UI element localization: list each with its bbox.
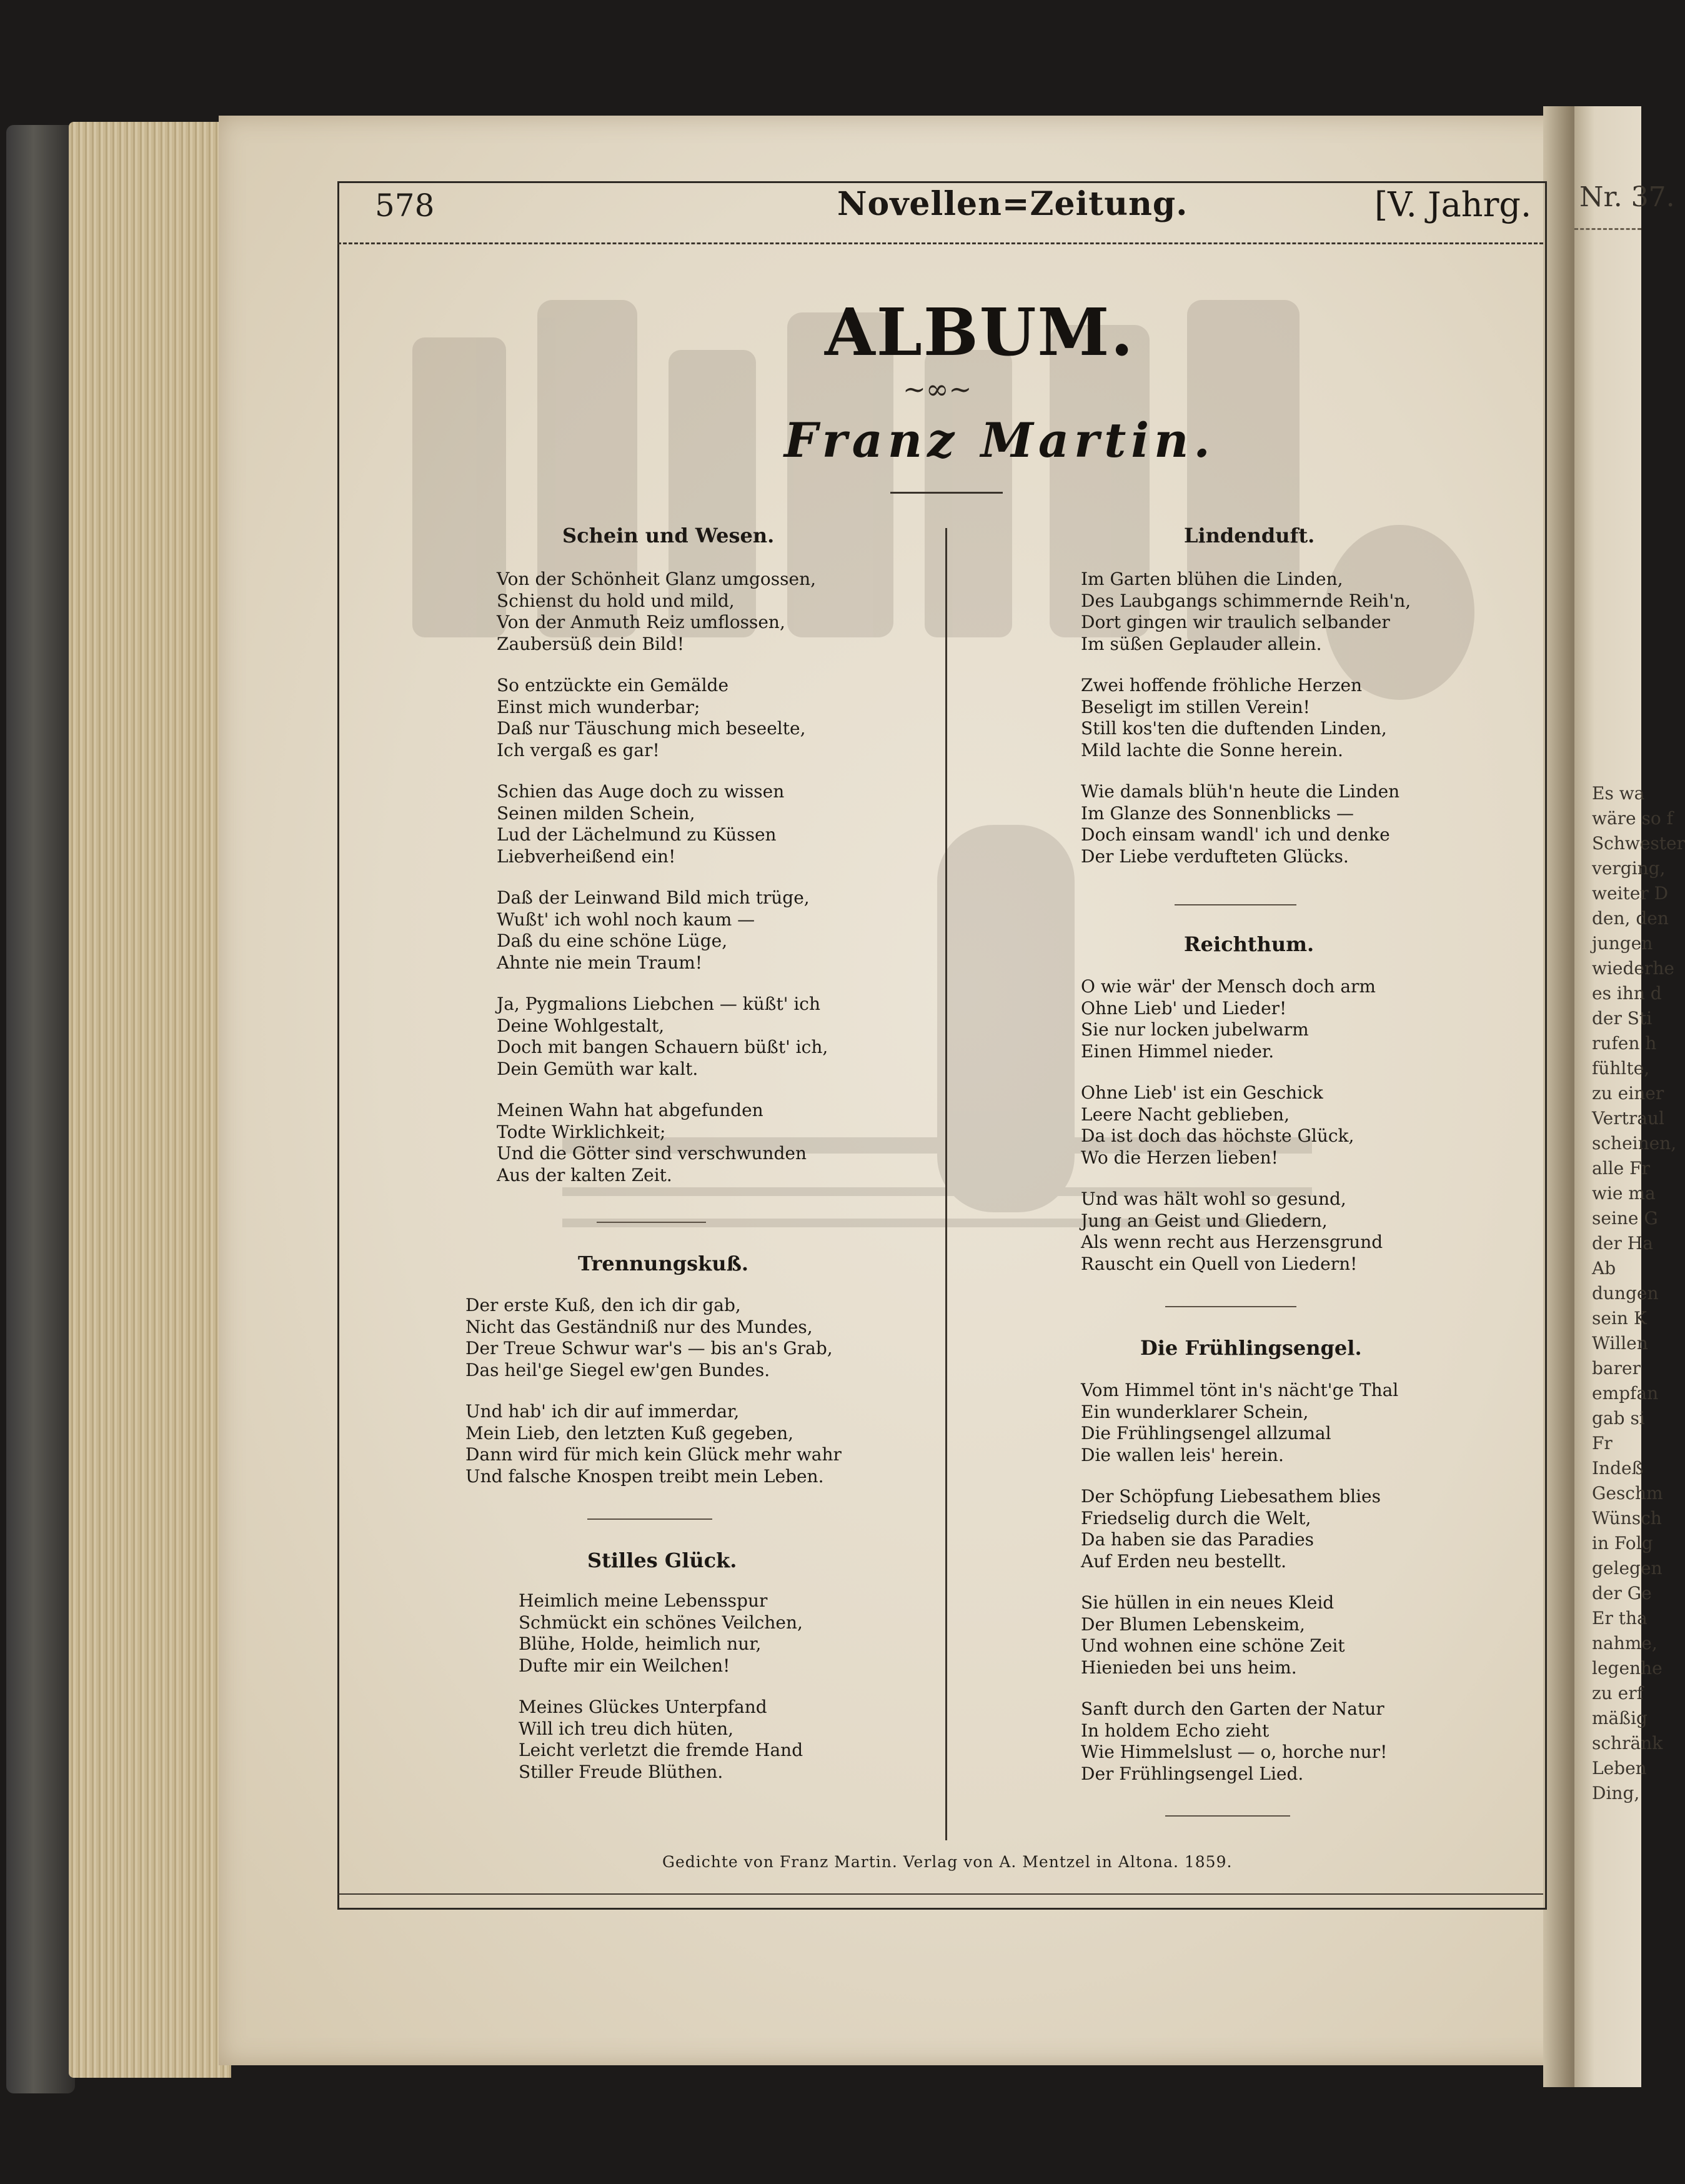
poem-line: Daß nur Täuschung mich beseelte, [497,718,806,739]
author-rule [890,492,1003,494]
volume-year: [V. Jahrg. [1374,185,1532,224]
poem-stanza [1081,569,1411,655]
poem-line: Das heil'ge Siegel ew'gen Bundes. [465,1359,770,1380]
poem-title: Die Frühlingsengel. [1140,1336,1362,1360]
poem-line: Zwei hoffende fröhliche Herzen [1081,675,1363,696]
poem-line: Im Garten blühen die Linden, [1081,569,1343,589]
poem-stanza [519,1590,803,1677]
poem-line: Der erste Kuß, den ich dir gab, [465,1295,741,1315]
poem-line: Da ist doch das höchste Glück, [1081,1125,1354,1146]
poem-line: Wußt' ich wohl noch kaum — [497,909,755,930]
next-page-line: Schwester [1592,833,1685,854]
next-page-line: in Folg [1592,1533,1653,1553]
poem-line: Leere Nacht geblieben, [1081,1104,1290,1125]
poem-line: Zaubersüß dein Bild! [497,633,685,654]
poem-line: Der Liebe verdufteten Glücks. [1081,845,1349,867]
poem-stanza [497,994,828,1080]
next-page-line: Wünsch [1592,1508,1662,1528]
poem-stanza [1081,1592,1345,1678]
author-name: Franz Martin. [784,412,1215,468]
next-page-line: fühlte, [1592,1058,1650,1079]
poem-line: Von der Schönheit Glanz umgossen, [497,569,817,589]
poem-line: Liebverheißend ein! [497,845,676,867]
next-page-line: schränk [1592,1733,1663,1753]
header-rule [337,242,1543,244]
next-page-line: Leben [1592,1758,1647,1778]
next-page-line: den, den [1592,908,1669,929]
next-page-line: zu erf [1592,1683,1644,1703]
next-page-line: barer [1592,1358,1641,1379]
poem-line: Des Laubgangs schimmernde Reih'n, [1081,590,1411,611]
poem-line: Meines Glückes Unterpfand [519,1697,767,1717]
poem-line: Mild lachte die Sonne herein. [1081,739,1343,760]
poem-line: Da haben sie das Paradies [1081,1529,1315,1550]
poem-title: Stilles Glück. [587,1548,737,1572]
poem-line: Stiller Freude Blüthen. [519,1761,723,1782]
poem-stanza [497,675,805,761]
poem-line: Der Blumen Lebenskeim, [1081,1613,1305,1635]
next-page-line: verging, [1592,858,1666,879]
poem-line: Dein Gemüth war kalt. [497,1058,698,1079]
poem-line: Und was hält wohl so gesund, [1081,1189,1346,1209]
poem-line: Der Frühlingsengel Lied. [1081,1763,1304,1784]
poem-line: Von der Anmuth Reiz umflossen, [497,612,785,632]
next-page-line: Vertraul [1592,1108,1664,1129]
next-page-line: empfan [1592,1383,1659,1404]
section-heading: ALBUM. [825,294,1135,371]
poem-line: Vom Himmel tönt in's nächt'ge Thal [1081,1380,1399,1400]
next-page-line: Er tha [1592,1608,1648,1628]
poem-line: Wie damals blüh'n heute die Linden [1081,781,1400,802]
poem-line: Ich vergaß es gar! [497,739,660,760]
next-page-header: Nr. 37. [1579,181,1675,213]
poem-separator [587,1518,712,1520]
next-page-line: weiter D [1592,883,1669,904]
poem-line: Doch mit bangen Schauern büßt' ich, [497,1037,828,1057]
poem-line: Jung an Geist und Gliedern, [1081,1210,1328,1231]
poem-line: Beseligt im stillen Verein! [1081,696,1310,717]
poem-stanza [465,1401,842,1487]
publisher-footer: Gedichte von Franz Martin. Verlag von A. Mentzel in Altona. 1859. [662,1853,1233,1871]
poem-separator [597,1222,706,1223]
next-page-line: gelegen [1592,1558,1663,1578]
poem-line: Meinen Wahn hat abgefunden [497,1100,763,1120]
poem-line: Ja, Pygmalions Liebchen — küßt' ich [497,994,820,1014]
poem-title: Schein und Wesen. [562,524,775,547]
poem-stanza [1081,1189,1383,1275]
next-page-line: alle Fr [1592,1158,1650,1179]
next-page-line: Indeß [1592,1458,1644,1478]
poem-stanza [1081,976,1376,1062]
poem-line: Einen Himmel nieder. [1081,1040,1275,1062]
next-page-line: scheinen, [1592,1133,1677,1154]
poem-line: Schien das Auge doch zu wissen [497,781,785,802]
poem-stanza [465,1295,833,1381]
next-page-line: gab si [1592,1408,1645,1429]
next-page-line: seine G [1592,1208,1658,1229]
next-page-line: es ihn d [1592,983,1662,1004]
poem-line: Dort gingen wir traulich selbander [1081,612,1390,632]
poem-line: Deine Wohlgestalt, [497,1015,665,1036]
poem-line: Einst mich wunderbar; [497,696,700,717]
poem-line: Sie hüllen in ein neues Kleid [1081,1592,1335,1613]
footer-rule [337,1893,1543,1895]
poem-line: Ahnte nie mein Traum! [497,952,703,973]
poem-line: Die Frühlingsengel allzumal [1081,1423,1331,1444]
poem-line: Leicht verletzt die fremde Hand [519,1740,803,1760]
book-spine [6,125,75,2093]
poem-stanza [1081,781,1399,867]
poem-line: Der Schöpfung Liebesathem blies [1081,1486,1381,1507]
next-page-line: Fr [1592,1433,1613,1454]
next-page-line: Es wa [1592,783,1645,804]
poem-line: Sie nur locken jubelwarm [1081,1019,1309,1040]
poem-line: Dann wird für mich kein Glück mehr wahr [465,1444,842,1465]
poem-line: O wie wär' der Mensch doch arm [1081,976,1376,997]
poem-line: Daß der Leinwand Bild mich trüge, [497,887,810,908]
poem-separator [1165,1815,1290,1817]
next-page-line: Willen [1592,1333,1648,1354]
poem-line: Friedselig durch die Welt, [1081,1507,1311,1528]
running-title: Novellen=Zeitung. [837,185,1188,223]
next-page-line: nahme, [1592,1633,1658,1653]
poem-line: Auf Erden neu bestellt. [1081,1550,1287,1572]
poem-stanza [497,887,810,974]
poem-stanza [1081,675,1387,761]
poem-line: Ohne Lieb' und Lieder! [1081,997,1287,1019]
page-number: 578 [375,187,435,224]
next-page-line: Geschm [1592,1483,1663,1503]
next-page-line: wie ma [1592,1183,1656,1204]
poem-stanza [497,569,816,655]
poem-line: Dufte mir ein Weilchen! [519,1655,730,1676]
next-page-line: sein K [1592,1308,1647,1329]
poem-line: Seinen milden Schein, [497,802,695,824]
poem-stanza [519,1697,803,1783]
poem-line: Rauscht ein Quell von Liedern! [1081,1253,1358,1274]
poem-line: Schmückt ein schönes Veilchen, [519,1612,803,1633]
next-page-line: der Ha [1592,1233,1653,1254]
poem-title: Trennungskuß. [578,1252,749,1275]
poem-line: In holdem Echo zieht [1081,1720,1270,1741]
next-page-line: Ding, [1592,1783,1640,1803]
poem-line: Schienst du hold und mild, [497,590,735,611]
next-page-line: Ab [1592,1258,1616,1279]
poem-line: Nicht das Geständniß nur des Mundes, [465,1316,813,1337]
page-edges [69,122,231,2078]
poem-line: Als wenn recht aus Herzensgrund [1081,1232,1383,1252]
next-page-rule [1574,228,1641,230]
poem-separator [1165,1306,1296,1307]
poem-line: Mein Lieb, den letzten Kuß gegeben, [465,1422,794,1444]
poem-line: Im Glanze des Sonnenblicks — [1081,802,1354,824]
poem-line: Blühe, Holde, heimlich nur, [519,1633,762,1654]
poem-line: Ohne Lieb' ist ein Geschick [1081,1082,1323,1103]
poem-separator [1175,904,1296,905]
poem-stanza [497,1100,807,1186]
poem-stanza [1081,1698,1387,1785]
poem-stanza [497,781,784,867]
poem-line: Doch einsam wandl' ich und denke [1081,824,1390,845]
poem-line: Wie Himmelslust — o, horche nur! [1081,1742,1388,1762]
poem-line: Ein wunderklarer Schein, [1081,1401,1309,1422]
next-page-line: der Ge [1592,1583,1652,1603]
next-page-line: legenhe [1592,1658,1663,1678]
next-page-line: rufen h [1592,1033,1657,1054]
next-page-line: jungen [1592,933,1653,954]
poem-line: Im süßen Geplauder allein. [1081,633,1322,654]
next-page-line: wäre so f [1592,808,1674,829]
poem-line: Lud der Lächelmund zu Küssen [497,824,777,845]
poem-title: Reichthum. [1184,932,1315,956]
poem-line: Der Treue Schwur war's — bis an's Grab, [465,1338,833,1359]
column-divider [945,528,947,1840]
poem-line: Daß du eine schöne Lüge, [497,930,728,951]
poem-line: Heimlich meine Lebensspur [519,1590,768,1611]
poem-line: Und hab' ich dir auf immerdar, [465,1401,740,1422]
ornament-divider: ~∞~ [903,374,972,406]
next-page-line: der Sti [1592,1008,1653,1029]
poem-stanza [1081,1486,1381,1572]
poem-line: Und falsche Knospen treibt mein Leben. [465,1465,824,1487]
poem-line: Sanft durch den Garten der Natur [1081,1698,1384,1719]
next-page-line: wiederhe [1592,958,1674,979]
poem-line: So entzückte ein Gemälde [497,675,729,696]
next-page [1574,106,1685,2087]
poem-line: Wo die Herzen lieben! [1081,1147,1278,1168]
poem-line: Aus der kalten Zeit. [497,1164,672,1185]
poem-stanza [1081,1082,1354,1169]
next-page-text [1592,781,1685,1806]
poem-line: Will ich treu dich hüten, [519,1718,734,1739]
next-page-line: zu einer [1592,1083,1664,1104]
poem-title: Lindenduft. [1184,524,1315,547]
poem-line: Todte Wirklichkeit; [497,1121,666,1142]
next-page-line: dungen [1592,1283,1659,1304]
poem-line: Und wohnen eine schöne Zeit [1081,1635,1345,1656]
next-page-line: mäßig [1592,1708,1648,1728]
poem-stanza [1081,1380,1398,1466]
poem-line: Still kos'ten die duftenden Linden, [1081,718,1387,739]
poem-line: Hienieden bei uns heim. [1081,1657,1297,1678]
poem-line: Und die Götter sind verschwunden [497,1143,807,1164]
poem-line: Die wallen leis' herein. [1081,1444,1284,1465]
